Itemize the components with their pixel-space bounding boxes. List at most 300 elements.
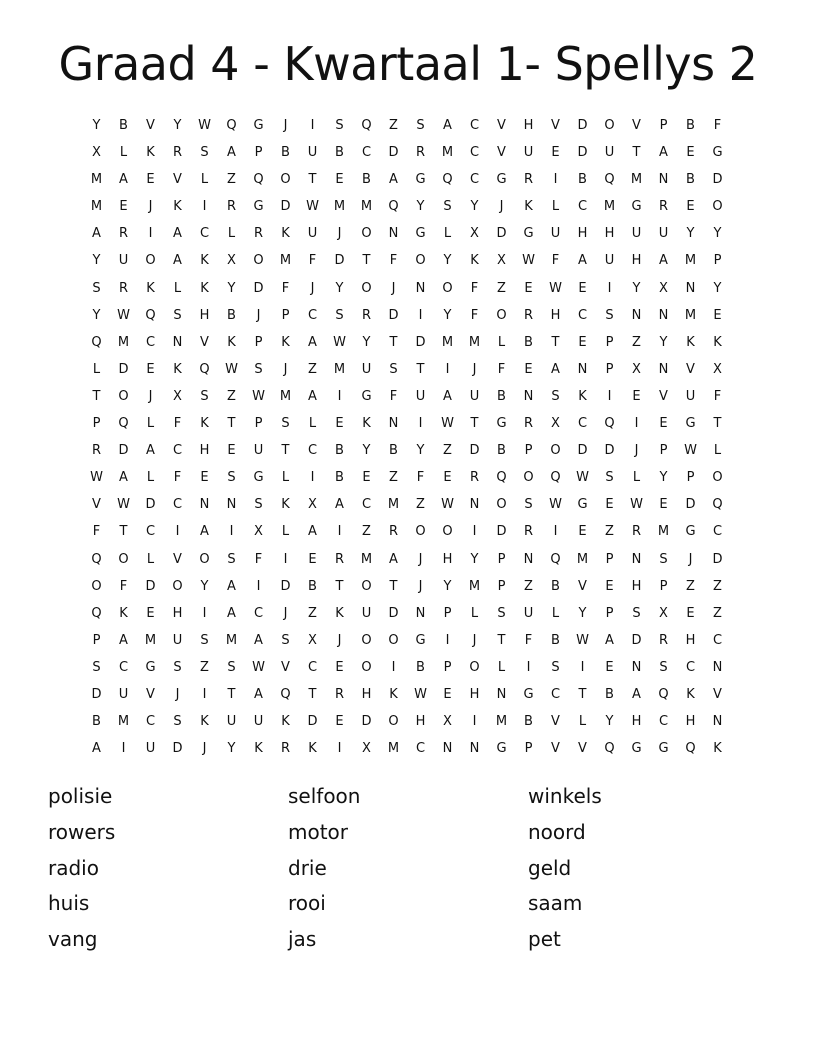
grid-letter: M	[468, 578, 481, 594]
grid-letter: V	[497, 145, 506, 161]
word-list-item: radio	[48, 855, 99, 880]
grid-letter: H	[361, 686, 372, 702]
grid-letter: H	[685, 632, 696, 648]
grid-letter: I	[418, 416, 423, 432]
grid-letter: A	[443, 118, 452, 133]
grid-letter: E	[524, 280, 533, 296]
grid-letter: I	[391, 659, 396, 675]
grid-letter: S	[173, 714, 182, 730]
grid-letter: M	[603, 199, 616, 215]
grid-letter: D	[469, 443, 480, 459]
grid-letter: A	[173, 253, 182, 269]
grid-letter: M	[144, 632, 157, 648]
grid-letter: Q	[685, 741, 696, 757]
grid-letter: Z	[389, 470, 398, 486]
grid-letter: R	[118, 226, 129, 242]
grid-letter: B	[605, 686, 614, 702]
grid-letter: O	[253, 253, 264, 269]
grid-letter: C	[469, 118, 480, 133]
grid-letter: H	[550, 307, 561, 323]
grid-letter: Z	[497, 280, 506, 296]
grid-letter: O	[523, 470, 534, 486]
grid-letter: O	[415, 524, 426, 540]
grid-letter: U	[523, 605, 534, 621]
grid-letter: B	[524, 714, 533, 730]
grid-letter: R	[631, 524, 642, 540]
grid-letter: T	[119, 524, 128, 540]
grid-letter: D	[685, 497, 696, 513]
grid-letter: D	[307, 714, 318, 730]
grid-letter: B	[497, 443, 506, 459]
grid-letter: P	[713, 253, 722, 269]
grid-letter: V	[551, 714, 560, 730]
grid-letter: O	[496, 307, 507, 323]
grid-letter: Y	[362, 443, 371, 459]
grid-letter: V	[551, 118, 560, 133]
grid-letter: A	[92, 226, 101, 242]
grid-letter: W	[252, 659, 265, 675]
grid-letter: V	[578, 578, 587, 594]
grid-letter: H	[685, 714, 696, 730]
grid-letter: F	[713, 388, 722, 404]
grid-letter: J	[148, 199, 153, 215]
grid-letter: Z	[713, 605, 722, 621]
grid-letter: Y	[470, 199, 479, 215]
grid-letter: V	[551, 741, 560, 757]
grid-letter: K	[686, 334, 695, 350]
grid-letter: U	[604, 145, 615, 161]
grid-letter: R	[280, 741, 291, 757]
grid-letter: S	[227, 551, 236, 567]
grid-letter: L	[281, 524, 290, 540]
grid-letter: Y	[92, 307, 101, 323]
grid-letter: H	[199, 443, 210, 459]
grid-letter: B	[281, 145, 290, 161]
grid-letter: O	[361, 659, 372, 675]
grid-letter: X	[254, 524, 263, 540]
grid-letter: C	[118, 659, 129, 675]
grid-letter: R	[388, 524, 399, 540]
grid-letter: I	[607, 388, 612, 404]
grid-letter: E	[335, 416, 344, 432]
grid-letter: C	[307, 659, 318, 675]
grid-letter: D	[577, 443, 588, 459]
grid-letter: S	[551, 388, 560, 404]
grid-letter: P	[605, 551, 614, 567]
grid-letter: K	[200, 416, 209, 432]
grid-letter: N	[388, 416, 399, 432]
grid-letter: G	[496, 741, 507, 757]
grid-letter: P	[497, 578, 506, 594]
grid-letter: C	[415, 741, 426, 757]
grid-letter: C	[550, 686, 561, 702]
grid-letter: U	[253, 714, 264, 730]
grid-letter: C	[361, 145, 372, 161]
grid-letter: E	[686, 605, 695, 621]
grid-letter: G	[361, 388, 372, 404]
grid-letter: I	[553, 524, 558, 540]
grid-letter: W	[414, 686, 427, 702]
grid-letter: D	[334, 253, 345, 269]
grid-letter: F	[389, 253, 398, 269]
grid-letter: P	[281, 307, 290, 323]
grid-letter: I	[202, 686, 207, 702]
grid-letter: Q	[91, 551, 102, 567]
grid-letter: N	[712, 714, 723, 730]
grid-letter: U	[361, 605, 372, 621]
grid-letter: S	[254, 361, 263, 377]
grid-letter: B	[335, 443, 344, 459]
grid-letter: D	[172, 741, 183, 757]
grid-letter: K	[713, 741, 722, 757]
grid-letter: J	[391, 280, 396, 296]
grid-letter: R	[523, 416, 534, 432]
grid-letter: D	[577, 145, 588, 161]
grid-letter: B	[335, 470, 344, 486]
grid-letter: J	[472, 632, 477, 648]
grid-letter: P	[524, 443, 533, 459]
grid-letter: K	[200, 253, 209, 269]
grid-letter: M	[387, 741, 400, 757]
grid-letter: A	[227, 145, 236, 161]
grid-letter: E	[578, 334, 587, 350]
grid-letter: F	[551, 253, 560, 269]
grid-letter: G	[415, 226, 426, 242]
grid-letter: X	[443, 714, 452, 730]
grid-letter: O	[388, 714, 399, 730]
grid-letter: T	[551, 334, 560, 350]
grid-letter: O	[361, 632, 372, 648]
grid-letter: K	[686, 686, 695, 702]
grid-letter: G	[523, 686, 534, 702]
grid-letter: B	[335, 145, 344, 161]
grid-letter: E	[659, 416, 668, 432]
grid-letter: K	[227, 334, 236, 350]
grid-letter: S	[254, 497, 263, 513]
grid-letter: J	[499, 199, 504, 215]
grid-letter: J	[418, 551, 423, 567]
grid-letter: E	[524, 361, 533, 377]
grid-letter: O	[199, 551, 210, 567]
grid-letter: T	[281, 443, 290, 459]
grid-letter: S	[551, 659, 560, 675]
grid-letter: E	[146, 605, 155, 621]
grid-letter: F	[416, 470, 425, 486]
grid-letter: T	[470, 416, 479, 432]
grid-letter: P	[659, 443, 668, 459]
grid-letter: J	[175, 686, 180, 702]
grid-letter: J	[418, 578, 423, 594]
grid-letter: A	[308, 388, 317, 404]
grid-letter: B	[227, 307, 236, 323]
grid-letter: G	[415, 632, 426, 648]
grid-letter: E	[335, 172, 344, 188]
grid-letter: C	[253, 605, 264, 621]
grid-letter: Y	[416, 199, 425, 215]
grid-letter: C	[712, 632, 723, 648]
grid-letter: B	[308, 578, 317, 594]
grid-letter: S	[443, 199, 452, 215]
grid-letter: Q	[361, 118, 372, 133]
grid-letter: L	[92, 361, 101, 377]
grid-letter: Y	[92, 253, 101, 269]
grid-letter: E	[578, 280, 587, 296]
grid-letter: P	[497, 551, 506, 567]
grid-letter: V	[578, 741, 587, 757]
grid-letter: I	[229, 524, 234, 540]
grid-letter: U	[226, 714, 237, 730]
grid-letter: H	[631, 578, 642, 594]
grid-letter: E	[605, 578, 614, 594]
word-list-item: drie	[288, 855, 327, 880]
grid-letter: C	[685, 659, 696, 675]
grid-letter: M	[468, 334, 481, 350]
grid-letter: M	[684, 253, 697, 269]
grid-letter: G	[712, 145, 723, 161]
grid-letter: M	[117, 714, 130, 730]
grid-letter: F	[173, 470, 182, 486]
grid-letter: T	[497, 632, 506, 648]
grid-letter: I	[337, 741, 342, 757]
grid-letter: E	[308, 551, 317, 567]
grid-letter: L	[281, 470, 290, 486]
grid-letter: G	[685, 524, 696, 540]
grid-letter: X	[713, 361, 722, 377]
grid-letter: N	[496, 686, 507, 702]
grid-letter: Y	[659, 470, 668, 486]
grid-letter: O	[388, 632, 399, 648]
grid-letter: E	[578, 524, 587, 540]
grid-letter: U	[415, 388, 426, 404]
grid-letter: S	[173, 659, 182, 675]
grid-letter: K	[713, 334, 722, 350]
grid-letter: N	[658, 307, 669, 323]
letter-grid	[83, 112, 731, 762]
grid-letter: M	[117, 334, 130, 350]
grid-letter: Y	[362, 334, 371, 350]
grid-letter: I	[283, 551, 288, 567]
grid-letter: Q	[604, 172, 615, 188]
grid-letter: W	[306, 199, 319, 215]
grid-letter: D	[388, 145, 399, 161]
grid-letter: H	[523, 118, 534, 133]
grid-letter: Z	[713, 578, 722, 594]
grid-letter: Y	[227, 280, 236, 296]
grid-letter: X	[632, 361, 641, 377]
grid-letter: G	[496, 172, 507, 188]
grid-letter: D	[253, 280, 264, 296]
grid-letter: K	[254, 741, 263, 757]
grid-letter: P	[92, 632, 101, 648]
grid-letter: I	[256, 578, 261, 594]
grid-letter: M	[360, 199, 373, 215]
grid-letter: I	[634, 416, 639, 432]
grid-letter: N	[388, 226, 399, 242]
grid-letter: O	[496, 497, 507, 513]
grid-letter: Q	[658, 686, 669, 702]
grid-letter: L	[443, 226, 452, 242]
grid-letter: E	[632, 388, 641, 404]
grid-letter: T	[335, 578, 344, 594]
grid-letter: N	[469, 497, 480, 513]
grid-letter: L	[146, 470, 155, 486]
grid-letter: Z	[308, 361, 317, 377]
grid-letter: T	[362, 253, 371, 269]
grid-letter: L	[227, 226, 236, 242]
grid-letter: G	[577, 497, 588, 513]
grid-letter: C	[145, 524, 156, 540]
grid-letter: L	[470, 605, 479, 621]
grid-letter: L	[119, 145, 128, 161]
grid-letter: M	[684, 307, 697, 323]
grid-letter: F	[497, 361, 506, 377]
grid-letter: N	[631, 307, 642, 323]
grid-letter: S	[389, 361, 398, 377]
grid-letter: I	[553, 172, 558, 188]
grid-letter: F	[713, 118, 722, 133]
grid-letter: B	[686, 118, 695, 133]
grid-letter: K	[578, 388, 587, 404]
grid-letter: O	[145, 253, 156, 269]
grid-letter: W	[684, 443, 697, 459]
grid-letter: P	[443, 659, 452, 675]
grid-letter: M	[387, 497, 400, 513]
grid-letter: C	[577, 307, 588, 323]
grid-letter: M	[90, 172, 103, 188]
grid-letter: E	[119, 199, 128, 215]
grid-letter: E	[443, 686, 452, 702]
grid-letter: N	[631, 551, 642, 567]
grid-letter: C	[199, 226, 210, 242]
grid-letter: Z	[605, 524, 614, 540]
grid-letter: Q	[550, 551, 561, 567]
grid-letter: N	[631, 659, 642, 675]
grid-letter: G	[496, 416, 507, 432]
grid-letter: U	[631, 226, 642, 242]
grid-letter: A	[605, 632, 614, 648]
grid-letter: R	[658, 199, 669, 215]
grid-letter: N	[172, 334, 183, 350]
grid-letter: E	[686, 145, 695, 161]
grid-letter: A	[119, 470, 128, 486]
grid-letter: K	[308, 741, 317, 757]
grid-letter: Q	[496, 470, 507, 486]
grid-letter: E	[605, 659, 614, 675]
grid-letter: L	[173, 280, 182, 296]
grid-letter: J	[337, 632, 342, 648]
grid-letter: F	[470, 280, 479, 296]
grid-letter: E	[551, 145, 560, 161]
grid-letter: L	[578, 714, 587, 730]
grid-letter: X	[497, 253, 506, 269]
grid-letter: X	[659, 605, 668, 621]
grid-letter: I	[472, 714, 477, 730]
grid-letter: D	[496, 226, 507, 242]
grid-letter: S	[173, 307, 182, 323]
grid-letter: I	[148, 226, 153, 242]
grid-letter: U	[604, 253, 615, 269]
grid-letter: Q	[280, 686, 291, 702]
grid-letter: H	[415, 714, 426, 730]
grid-letter: D	[280, 578, 291, 594]
grid-letter: E	[200, 470, 209, 486]
grid-letter: Y	[173, 118, 182, 133]
grid-letter: M	[279, 253, 292, 269]
grid-letter: E	[605, 497, 614, 513]
grid-letter: D	[631, 632, 642, 648]
grid-letter: L	[308, 416, 317, 432]
grid-letter: C	[172, 497, 183, 513]
grid-letter: K	[389, 686, 398, 702]
grid-letter: P	[605, 334, 614, 350]
grid-letter: I	[310, 118, 315, 133]
grid-letter: A	[200, 524, 209, 540]
word-list-item: huis	[48, 891, 90, 916]
grid-letter: R	[523, 172, 534, 188]
grid-letter: J	[283, 361, 288, 377]
grid-letter: B	[578, 172, 587, 188]
grid-letter: Y	[200, 578, 209, 594]
grid-letter: I	[526, 659, 531, 675]
grid-letter: J	[202, 741, 207, 757]
grid-letter: N	[226, 497, 237, 513]
grid-letter: P	[659, 578, 668, 594]
grid-letter: W	[117, 307, 130, 323]
grid-letter: X	[470, 226, 479, 242]
grid-letter: S	[281, 416, 290, 432]
grid-letter: O	[442, 524, 453, 540]
grid-letter: M	[441, 145, 454, 161]
grid-letter: C	[469, 172, 480, 188]
grid-letter: O	[91, 578, 102, 594]
grid-letter: K	[281, 334, 290, 350]
grid-letter: K	[173, 361, 182, 377]
grid-letter: G	[145, 659, 156, 675]
grid-letter: Q	[199, 361, 210, 377]
grid-letter: Z	[686, 578, 695, 594]
grid-letter: Y	[632, 280, 641, 296]
grid-letter: E	[146, 172, 155, 188]
grid-letter: B	[524, 334, 533, 350]
grid-letter: U	[523, 145, 534, 161]
grid-letter: U	[685, 388, 696, 404]
grid-letter: X	[92, 145, 101, 161]
grid-letter: L	[551, 199, 560, 215]
grid-letter: Y	[713, 280, 722, 296]
grid-letter: P	[524, 741, 533, 757]
grid-letter: I	[337, 388, 342, 404]
grid-letter: U	[118, 253, 129, 269]
grid-letter: N	[685, 280, 696, 296]
grid-letter: Q	[118, 416, 129, 432]
grid-letter: I	[445, 361, 450, 377]
grid-letter: Z	[389, 118, 398, 133]
grid-letter: F	[389, 388, 398, 404]
grid-letter: Z	[227, 388, 236, 404]
grid-letter: O	[442, 280, 453, 296]
grid-letter: K	[200, 714, 209, 730]
grid-letter: Z	[308, 605, 317, 621]
grid-letter: S	[416, 118, 425, 133]
grid-letter: T	[227, 686, 236, 702]
grid-letter: H	[577, 226, 588, 242]
grid-letter: I	[175, 524, 180, 540]
grid-letter: I	[418, 307, 423, 323]
grid-letter: N	[577, 361, 588, 377]
grid-letter: A	[308, 524, 317, 540]
grid-letter: P	[92, 416, 101, 432]
grid-letter: K	[119, 605, 128, 621]
